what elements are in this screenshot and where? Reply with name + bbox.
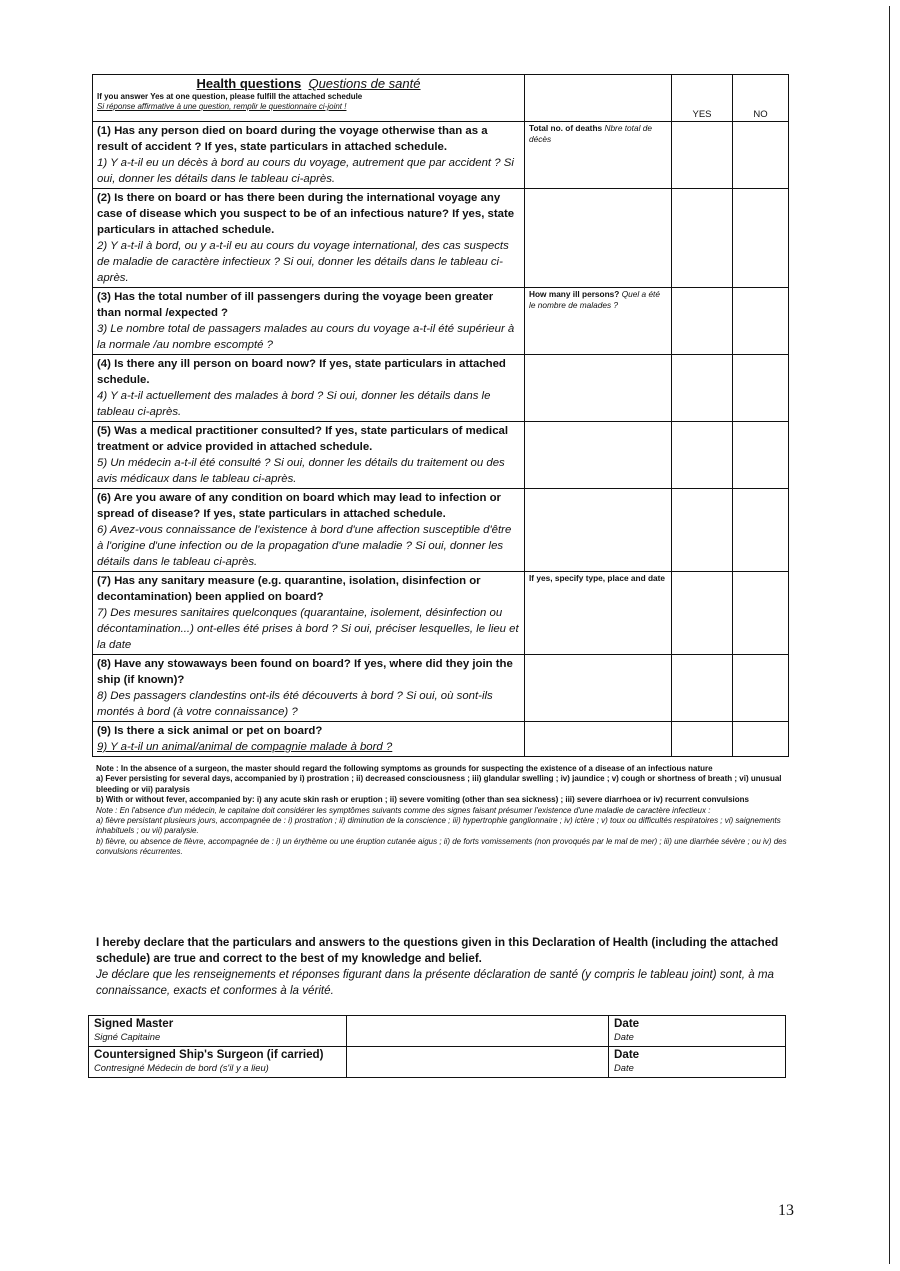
question-fr: 1) Y a-t-il eu un décès à bord au cours du voyage, autrement que par accident ? Si oui, donner les détails dans le tableau ci-après. — [97, 157, 514, 185]
question-cell — [93, 722, 525, 757]
yes-checkbox-cell[interactable] — [672, 655, 733, 722]
no-checkbox-cell[interactable] — [733, 722, 789, 757]
date-label-en: Date — [614, 1017, 640, 1030]
date-label-fr: Date — [614, 1031, 634, 1042]
note-item-a-en: a) Fever persisting for several days, accompanied by i) prostration ; ii) decreased consciousness ; iii) glandular swelling ; iv) jaundice ; v) cough or shortness of breath ; vi) unusual bleeding or vii) paralysis — [96, 774, 782, 794]
signer-label-fr: Contresigné Médecin de bord (s'il y a lieu) — [94, 1062, 269, 1073]
question-cell — [93, 655, 525, 722]
note-intro-en: Note : In the absence of a surgeon, the master should regard the following symptoms as grounds for suspecting the existence of a disease of an infectious nature — [96, 764, 713, 773]
question-fr: 6) Avez-vous connaissance de l'existence à bord d'une affection susceptible d'être à l'origine d'une infection ou de la propagation d'une maladie ? Si oui, donner les détails dans le tableau ci-après. — [97, 524, 512, 568]
question-fr: 4) Y a-t-il actuellement des malades à bord ? Si oui, donner les détails dans le tableau ci-après. — [97, 390, 491, 418]
table-title: Health questions Questions de santé — [196, 76, 421, 91]
date-label-fr: Date — [614, 1062, 634, 1073]
no-checkbox-cell[interactable] — [733, 355, 789, 422]
date-field[interactable] — [609, 1016, 786, 1047]
question-fr: 9) Y a-t-il un animal/animal de compagnie malade à bord ? — [97, 741, 393, 753]
question-en: (2) Is there on board or has there been during the international voyage any case of disease which you suspect to be of an infectious nature? If yes, state particulars in attached schedule. — [97, 192, 515, 236]
signature-row — [89, 1016, 786, 1047]
header-row — [93, 75, 789, 122]
answer-detail-cell[interactable] — [525, 722, 672, 757]
question-cell — [93, 489, 525, 572]
question-fr: 5) Un médecin a-t-il été consulté ? Si oui, donner les détails du traitement ou des avis médicaux dans le tableau ci-après. — [97, 457, 505, 485]
question-en: (6) Are you aware of any condition on board which may lead to infection or spread of disease? If yes, state particulars in attached schedule. — [97, 492, 501, 520]
answer-detail-cell[interactable] — [525, 422, 672, 489]
note-item-b-en: b) With or without fever, accompanied by: i) any acute skin rash or eruption ; ii) severe vomiting (other than sea sickness) ; iii) severe diarrhoea or iv) recurrent convulsions — [96, 795, 749, 805]
signature-field[interactable] — [347, 1047, 609, 1078]
answer-detail-cell[interactable] — [525, 489, 672, 572]
declaration — [96, 935, 792, 999]
no-checkbox-cell[interactable] — [733, 572, 789, 655]
instruction-fr: Si réponse affirmative à une question, remplir le questionnaire ci-joint ! — [97, 102, 347, 111]
signature-row — [89, 1047, 786, 1078]
signer-label-en: Countersigned Ship's Surgeon (if carried) — [94, 1048, 324, 1061]
question-en: (5) Was a medical practitioner consulted? If yes, state particulars of medical treatment or advice provided in attached schedule. — [97, 425, 509, 453]
question-row — [93, 572, 789, 655]
no-checkbox-cell[interactable] — [733, 489, 789, 572]
question-fr: 8) Des passagers clandestins ont-ils été découverts à bord ? Si oui, où sont-ils montés à bord (à votre connaissance) ? — [97, 690, 493, 718]
no-checkbox-cell[interactable] — [733, 122, 789, 189]
header-mid-cell — [525, 75, 672, 122]
yes-checkbox-cell[interactable] — [672, 122, 733, 189]
date-field[interactable] — [609, 1047, 786, 1078]
signer-label-en: Signed Master — [94, 1017, 174, 1030]
question-row — [93, 355, 789, 422]
question-en: (7) Has any sanitary measure (e.g. quarantine, isolation, disinfection or decontamination) been applied on board? — [97, 575, 481, 603]
yes-checkbox-cell[interactable] — [672, 722, 733, 757]
signer-label-cell — [89, 1047, 347, 1078]
no-checkbox-cell[interactable] — [733, 288, 789, 355]
signer-label-fr: Signé Capitaine — [94, 1031, 161, 1042]
symptoms-note — [96, 764, 792, 858]
declaration-en: I hereby declare that the particulars and answers to the questions given in this Declaration of Health (including the attached schedule) are true and correct to the best of my knowledge and belief. — [96, 936, 779, 965]
page-number: 13 — [778, 1202, 794, 1219]
question-row — [93, 288, 789, 355]
no-checkbox-cell[interactable] — [733, 655, 789, 722]
question-cell — [93, 189, 525, 288]
question-row — [93, 655, 789, 722]
note-intro-fr: Note : En l'absence d'un médecin, le capitaine doit considérer les symptômes suivants comme des signes faisant présumer l'existence d'une maladie de caractère infectieux : — [96, 805, 711, 815]
question-cell — [93, 422, 525, 489]
note-item-a-fr: a) fièvre persistant plusieurs jours, accompagnée de : i) prostration ; ii) diminution de la conscience ; iii) hypertrophie ganglionnaire ; iv) ictère ; v) toux ou difficultés respiratoires ; vi) saignements inhabituels ; ou vii) paralysie. — [96, 816, 781, 836]
answer-detail-cell[interactable]: How many ill persons? Quel a été le nombre de malades ? — [525, 288, 672, 355]
signature-table — [88, 1015, 786, 1078]
answer-detail-cell[interactable] — [525, 655, 672, 722]
answer-detail-cell[interactable] — [525, 355, 672, 422]
question-en: (9) Is there a sick animal or pet on board? — [97, 725, 323, 737]
question-fr: 7) Des mesures sanitaires quelconques (quarantaine, isolement, désinfection ou décontamination...) ont-elles été prises à bord ? Si oui, préciser lesquelles, le lieu et la date — [97, 607, 519, 651]
answer-detail-cell[interactable] — [525, 189, 672, 288]
question-en: (3) Has the total number of ill passengers during the voyage been greater than normal /expected ? — [97, 291, 494, 319]
yes-checkbox-cell[interactable] — [672, 489, 733, 572]
date-label-en: Date — [614, 1048, 640, 1061]
question-cell — [93, 572, 525, 655]
yes-column-header: YES — [672, 75, 733, 122]
question-row — [93, 122, 789, 189]
question-fr: 2) Y a-t-il à bord, ou y a-t-il eu au cours du voyage international, des cas suspects de maladie de caractère infectieux ? Si oui, donner les détails dans le tableau ci-après. — [97, 240, 509, 284]
answer-detail-cell[interactable]: Total no. of deaths Nbre total de décès — [525, 122, 672, 189]
question-row — [93, 422, 789, 489]
question-cell — [93, 288, 525, 355]
signature-field[interactable] — [347, 1016, 609, 1047]
question-fr: 3) Le nombre total de passagers malades au cours du voyage a-t-il été supérieur à la normale /au nombre escompté ? — [97, 323, 515, 351]
instruction-en: If you answer Yes at one question, please fulfill the attached schedule — [97, 92, 363, 101]
page-edge-rule — [889, 6, 890, 1264]
health-questions-table — [92, 74, 789, 757]
question-cell — [93, 355, 525, 422]
yes-checkbox-cell[interactable] — [672, 288, 733, 355]
yes-checkbox-cell[interactable] — [672, 422, 733, 489]
question-en: (1) Has any person died on board during the voyage otherwise than as a result of accident ? If yes, state particulars in attached schedule. — [97, 125, 488, 153]
question-en: (4) Is there any ill person on board now? If yes, state particulars in attached schedule. — [97, 358, 506, 386]
question-row — [93, 722, 789, 757]
yes-checkbox-cell[interactable] — [672, 355, 733, 422]
answer-detail-cell[interactable]: If yes, specify type, place and date — [525, 572, 672, 655]
question-en: (8) Have any stowaways been found on board? If yes, where did they join the ship (if known)? — [97, 658, 513, 686]
no-checkbox-cell[interactable] — [733, 422, 789, 489]
no-column-header: NO — [733, 75, 789, 122]
question-cell — [93, 122, 525, 189]
signer-label-cell — [89, 1016, 347, 1047]
question-row — [93, 489, 789, 572]
note-item-b-fr: b) fièvre, ou absence de fièvre, accompagnée de : i) un érythème ou une éruption cutanée aigus ; ii) de forts vomissements (non provoqués par le mal de mer) ; iii) une diarrhée sévère ; ou iv) des convulsions récurrentes. — [96, 836, 787, 857]
yes-checkbox-cell[interactable] — [672, 572, 733, 655]
header-cell — [93, 75, 525, 122]
question-row — [93, 189, 789, 288]
declaration-fr: Je déclare que les renseignements et réponses figurant dans la présente déclaration de santé (y compris le tableau joint) sont, à ma connaissance, exacts et conformes à la vérité. — [96, 968, 774, 997]
no-checkbox-cell[interactable] — [733, 189, 789, 288]
yes-checkbox-cell[interactable] — [672, 189, 733, 288]
